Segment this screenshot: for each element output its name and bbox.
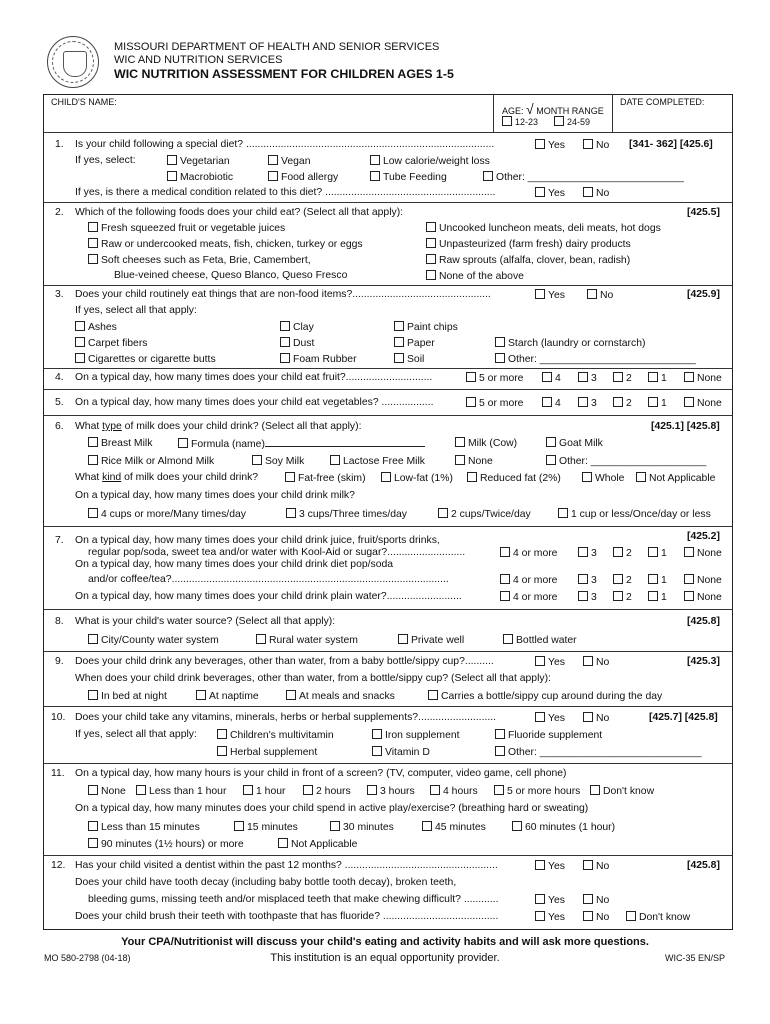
- q7-diet-none[interactable]: None: [684, 574, 722, 586]
- q1-opt-lowcal[interactable]: Low calorie/weight loss: [370, 155, 490, 167]
- q12-text: Has your child visited a dentist within the past 12 months? .....................................................: [75, 860, 498, 871]
- q10-opt-other[interactable]: Other: ____________________________: [495, 746, 702, 758]
- footer-note: Your CPA/Nutritionist will discuss your child's eating and activity habits and will ask more questions.: [121, 936, 649, 948]
- q1-opt-macrobiotic[interactable]: Macrobiotic: [167, 171, 233, 183]
- q7-line3: On a typical day, how many times does your child drink diet pop/soda: [75, 559, 394, 570]
- q8-opt-well[interactable]: Private well: [398, 634, 464, 646]
- q12-yes[interactable]: Yes: [535, 860, 565, 872]
- q7-ref: [425.2]: [687, 531, 720, 542]
- q6-opt-other[interactable]: Other: ____________________: [546, 455, 706, 467]
- q7-sugar-2[interactable]: 2: [613, 547, 632, 559]
- q6-opt-rice[interactable]: Rice Milk or Almond Milk: [88, 455, 214, 467]
- form-id: MO 580-2798 (04-18): [44, 953, 131, 963]
- q3-yes[interactable]: Yes: [535, 289, 565, 301]
- q7-water-1[interactable]: 1: [648, 591, 667, 603]
- q3-text: Does your child routinely eat things that are non-food items?................................................: [75, 289, 491, 300]
- divider: [493, 94, 494, 132]
- q12-decay-yes[interactable]: Yes: [535, 894, 565, 906]
- q1-number: 1.: [55, 139, 64, 150]
- q11-min-30[interactable]: 30 minutes: [330, 821, 394, 833]
- q6-opt-goat[interactable]: Goat Milk: [546, 437, 603, 449]
- q10-opt-herbal[interactable]: Herbal supplement: [217, 746, 317, 758]
- q10-opt-iron[interactable]: Iron supplement: [372, 729, 460, 741]
- q2-text: Which of the following foods does your child eat? (Select all that apply):: [75, 207, 404, 218]
- q10-no[interactable]: No: [583, 712, 609, 724]
- q11-opt-dontknow[interactable]: Don't know: [590, 785, 654, 797]
- q3-number: 3.: [55, 289, 64, 300]
- q3-opt-clay[interactable]: Clay: [280, 321, 314, 333]
- q11-min-less15[interactable]: Less than 15 minutes: [88, 821, 200, 833]
- q6-opt-none[interactable]: None: [455, 455, 493, 467]
- q9-opt-nap[interactable]: At naptime: [196, 690, 259, 702]
- q1-ref: [341- 362] [425.6]: [629, 139, 713, 150]
- q9-yes[interactable]: Yes: [535, 656, 565, 668]
- q7-sugar-3[interactable]: 3: [578, 547, 597, 559]
- q10-ifyes: If yes, select all that apply:: [75, 729, 197, 740]
- q6-kind-na[interactable]: Not Applicable: [636, 472, 715, 484]
- q6-freq-1[interactable]: 1 cup or less/Once/day or less: [558, 508, 711, 520]
- q9-number: 9.: [55, 656, 64, 667]
- divider: [43, 526, 733, 527]
- q1-opt-vegetarian[interactable]: Vegetarian: [167, 155, 230, 167]
- q1-ifyes: If yes, select:: [75, 155, 136, 166]
- q6-opt-breast[interactable]: Breast Milk: [88, 437, 152, 449]
- equal-opportunity: This institution is an equal opportunity provider.: [270, 952, 500, 964]
- q3-opt-soil[interactable]: Soil: [394, 353, 424, 365]
- dept-name: MISSOURI DEPARTMENT OF HEALTH AND SENIOR SERVICES: [114, 41, 440, 53]
- q10-opt-vitamin-d[interactable]: Vitamin D: [372, 746, 430, 758]
- q5-opt-4[interactable]: 4: [542, 397, 561, 409]
- q11-min-60[interactable]: 60 minutes (1 hour): [512, 821, 615, 833]
- q4-opt-1[interactable]: 1: [648, 372, 667, 384]
- childs-name-label: CHILD'S NAME:: [51, 97, 117, 107]
- q5-opt-2[interactable]: 2: [613, 397, 632, 409]
- q7-line2: regular pop/soda, sweet tea and/or water with Kool-Aid or sugar?...........................: [88, 547, 466, 558]
- divider: [43, 202, 733, 203]
- q1-yes[interactable]: Yes: [535, 139, 565, 151]
- q1-opt-food-allergy[interactable]: Food allergy: [268, 171, 338, 183]
- q3-opt-paper[interactable]: Paper: [394, 337, 435, 349]
- age-range-12-23[interactable]: 12-23: [502, 116, 538, 127]
- q6-kind-lowfat[interactable]: Low-fat (1%): [381, 472, 453, 484]
- q1-medical-yes[interactable]: Yes: [535, 187, 565, 199]
- q11-number: 11.: [51, 768, 65, 779]
- q9-opt-carries[interactable]: Carries a bottle/sippy cup around during the day: [428, 690, 662, 702]
- q1-no[interactable]: No: [583, 139, 609, 151]
- q3-opt-starch[interactable]: Starch (laundry or cornstarch): [495, 337, 645, 349]
- q10-opt-multivitamin[interactable]: Children's multivitamin: [217, 729, 334, 741]
- q11-opt-4h[interactable]: 4 hours: [430, 785, 478, 797]
- q7-diet-1[interactable]: 1: [648, 574, 667, 586]
- q11-text: On a typical day, how many hours is your child in front of a screen? (TV, computer, video game, cell phone): [75, 768, 567, 779]
- divider: [43, 609, 733, 610]
- q11-opt-less1[interactable]: Less than 1 hour: [136, 785, 226, 797]
- q4-opt-none[interactable]: None: [684, 372, 722, 384]
- q7-water-none[interactable]: None: [684, 591, 722, 603]
- q7-water-3[interactable]: 3: [578, 591, 597, 603]
- q7-sugar-none[interactable]: None: [684, 547, 722, 559]
- q10-number: 10.: [51, 712, 66, 723]
- q3-opt-paint[interactable]: Paint chips: [394, 321, 458, 333]
- q11-min-15[interactable]: 15 minutes: [234, 821, 298, 833]
- q11-min-45[interactable]: 45 minutes: [422, 821, 486, 833]
- q8-opt-rural[interactable]: Rural water system: [256, 634, 358, 646]
- q2-ref: [425.5]: [687, 207, 720, 218]
- q2-opt-juice[interactable]: Fresh squeezed fruit or vegetable juices: [88, 222, 285, 234]
- date-completed-label: DATE COMPLETED:: [620, 97, 705, 107]
- q6-kind-reduced[interactable]: Reduced fat (2%): [467, 472, 561, 484]
- form-title: WIC NUTRITION ASSESSMENT FOR CHILDREN AGES 1-5: [114, 67, 454, 81]
- q5-opt-none[interactable]: None: [684, 397, 722, 409]
- q2-opt-soft-cheese[interactable]: Soft cheeses such as Feta, Brie, Camembert,: [88, 254, 311, 266]
- q8-opt-bottled[interactable]: Bottled water: [503, 634, 577, 646]
- q12-decay-line2: bleeding gums, missing teeth and/or misplaced teeth that make chewing difficult? ............: [88, 894, 499, 905]
- q5-text: On a typical day, how many times does your child eat vegetables? ..................: [75, 397, 434, 408]
- q8-number: 8.: [55, 616, 64, 627]
- q5-opt-3[interactable]: 3: [578, 397, 597, 409]
- divider: [612, 94, 613, 132]
- q6-freq-4[interactable]: 4 cups or more/Many times/day: [88, 508, 246, 520]
- state-seal: [47, 36, 99, 88]
- division-name: WIC AND NUTRITION SERVICES: [114, 54, 283, 66]
- q3-opt-dust[interactable]: Dust: [280, 337, 314, 349]
- divider: [43, 132, 733, 133]
- q6-number: 6.: [55, 421, 64, 432]
- q5-number: 5.: [55, 397, 64, 408]
- q11-opt-none[interactable]: None: [88, 785, 126, 797]
- q6-howmany-text: On a typical day, how many times does your child drink milk?: [75, 490, 355, 501]
- q1-text: Is your child following a special diet? ......................................................................................: [75, 139, 495, 150]
- q6-ref: [425.1] [425.8]: [651, 421, 720, 432]
- divider: [43, 651, 733, 652]
- q3-ifyes: If yes, select all that apply:: [75, 305, 197, 316]
- q1-medical: If yes, is there a medical condition related to this diet? ...........................................................: [75, 187, 496, 198]
- q6-kind-text: What kind of milk does your child drink?: [75, 472, 259, 483]
- q10-yes[interactable]: Yes: [535, 712, 565, 724]
- q4-opt-4[interactable]: 4: [542, 372, 561, 384]
- q7-sugar-1[interactable]: 1: [648, 547, 667, 559]
- divider: [43, 285, 733, 286]
- q11-opt-5h[interactable]: 5 or more hours: [494, 785, 580, 797]
- q2-opt-unpasteurized[interactable]: Unpasteurized (farm fresh) dairy products: [426, 238, 631, 250]
- age-label: AGE: √ MONTH RANGE: [502, 101, 604, 117]
- divider: [43, 368, 733, 369]
- q9-ref: [425.3]: [687, 656, 720, 667]
- q12-brush-dontknow[interactable]: Don't know: [626, 911, 690, 923]
- q9-text: Does your child drink any beverages, other than water, from a baby bottle/sippy cup?..........: [75, 656, 494, 667]
- divider: [43, 389, 733, 390]
- q3-opt-foam[interactable]: Foam Rubber: [280, 353, 357, 365]
- q12-decay-line1: Does your child have tooth decay (including baby bottle tooth decay), broken teeth,: [75, 877, 457, 888]
- q7-diet-3[interactable]: 3: [578, 574, 597, 586]
- q6-text: What type of milk does your child drink? (Select all that apply):: [75, 421, 362, 432]
- q11-min-na[interactable]: Not Applicable: [278, 838, 357, 850]
- q8-text: What is your child's water source? (Select all that apply):: [75, 616, 336, 627]
- q2-opt-deli[interactable]: Uncooked luncheon meats, deli meats, hot dogs: [426, 222, 661, 234]
- q11-active: On a typical day, how many minutes does your child spend in active play/exercise? (breathing hard or sweating): [75, 803, 589, 814]
- q9-opt-bed[interactable]: In bed at night: [88, 690, 167, 702]
- q9-no[interactable]: No: [583, 656, 609, 668]
- q4-number: 4.: [55, 372, 64, 383]
- q11-opt-1h[interactable]: 1 hour: [243, 785, 285, 797]
- q1-opt-other[interactable]: Other: ___________________________: [483, 171, 684, 183]
- form-code: WIC-35 EN/SP: [665, 953, 726, 963]
- q7-line4: and/or coffee/tea?................................................................................................: [88, 574, 449, 585]
- divider: [43, 706, 733, 707]
- q2-soft-cheese-cont: Blue-veined cheese, Queso Blanco, Queso Fresco: [114, 270, 348, 281]
- q12-decay-no[interactable]: No: [583, 894, 609, 906]
- divider: [43, 763, 733, 764]
- q6-freq-2[interactable]: 2 cups/Twice/day: [438, 508, 531, 520]
- age-range-24-59[interactable]: 24-59: [554, 116, 590, 127]
- q3-no[interactable]: No: [587, 289, 613, 301]
- q2-opt-raw-meat[interactable]: Raw or undercooked meats, fish, chicken, turkey or eggs: [88, 238, 363, 250]
- q6-kind-fatfree[interactable]: Fat-free (skim): [285, 472, 366, 484]
- q7-sugar-4[interactable]: 4 or more: [500, 547, 557, 559]
- q7-line1: On a typical day, how many times does your child drink juice, fruit/sports drinks,: [75, 535, 440, 546]
- q10-opt-fluoride[interactable]: Fluoride supplement: [495, 729, 602, 741]
- q7-diet-4[interactable]: 4 or more: [500, 574, 557, 586]
- q11-opt-2h[interactable]: 2 hours: [303, 785, 351, 797]
- q11-opt-3h[interactable]: 3 hours: [367, 785, 415, 797]
- divider: [43, 855, 733, 856]
- q1-opt-vegan[interactable]: Vegan: [268, 155, 310, 167]
- q5-opt-1[interactable]: 1: [648, 397, 667, 409]
- q6-freq-3[interactable]: 3 cups/Three times/day: [286, 508, 407, 520]
- q10-text: Does your child take any vitamins, minerals, herbs or herbal supplements?...........................: [75, 712, 496, 723]
- q12-brush-no[interactable]: No: [583, 911, 609, 923]
- divider: [43, 415, 733, 416]
- q6-opt-lactose-free[interactable]: Lactose Free Milk: [330, 455, 425, 467]
- q5-opt-5[interactable]: 5 or more: [466, 397, 523, 409]
- q2-opt-sprouts[interactable]: Raw sprouts (alfalfa, clover, bean, radish): [426, 254, 630, 266]
- q9-opt-meals[interactable]: At meals and snacks: [286, 690, 395, 702]
- q12-brush: Does your child brush their teeth with toothpaste that has fluoride? ........................................: [75, 911, 499, 922]
- q11-min-90[interactable]: 90 minutes (1½ hours) or more: [88, 838, 244, 850]
- q12-no[interactable]: No: [583, 860, 609, 872]
- q7-water-2[interactable]: 2: [613, 591, 632, 603]
- q12-number: 12.: [51, 860, 66, 871]
- q3-opt-ashes[interactable]: Ashes: [75, 321, 117, 333]
- q3-opt-cigarettes[interactable]: Cigarettes or cigarette butts: [75, 353, 216, 365]
- q12-brush-yes[interactable]: Yes: [535, 911, 565, 923]
- q3-opt-other[interactable]: Other: ___________________________: [495, 353, 696, 365]
- q4-text: On a typical day, how many times does your child eat fruit?..............................: [75, 372, 433, 383]
- q10-ref: [425.7] [425.8]: [649, 712, 718, 723]
- q3-opt-carpet[interactable]: Carpet fibers: [75, 337, 147, 349]
- q7-number: 7.: [55, 535, 64, 546]
- q7-diet-2[interactable]: 2: [613, 574, 632, 586]
- q4-opt-2[interactable]: 2: [613, 372, 632, 384]
- q1-medical-no[interactable]: No: [583, 187, 609, 199]
- q6-opt-formula[interactable]: Formula (name): [178, 437, 425, 450]
- q4-opt-5[interactable]: 5 or more: [466, 372, 523, 384]
- q7-water-4[interactable]: 4 or more: [500, 591, 557, 603]
- q6-kind-whole[interactable]: Whole: [582, 472, 624, 484]
- q1-opt-tube-feeding[interactable]: Tube Feeding: [370, 171, 447, 183]
- q8-ref: [425.8]: [687, 616, 720, 627]
- q7-line5: On a typical day, how many times does your child drink plain water?..........................: [75, 591, 462, 602]
- q9-when: When does your child drink beverages, other than water, from a bottle/sippy cup? (Select all that apply):: [75, 673, 551, 684]
- q12-ref: [425.8]: [687, 860, 720, 871]
- q2-opt-none[interactable]: None of the above: [426, 270, 524, 282]
- q8-opt-city[interactable]: City/County water system: [88, 634, 219, 646]
- q2-number: 2.: [55, 207, 64, 218]
- q6-opt-cow[interactable]: Milk (Cow): [455, 437, 517, 449]
- q4-opt-3[interactable]: 3: [578, 372, 597, 384]
- q3-ref: [425.9]: [687, 289, 720, 300]
- q6-opt-soy[interactable]: Soy Milk: [252, 455, 304, 467]
